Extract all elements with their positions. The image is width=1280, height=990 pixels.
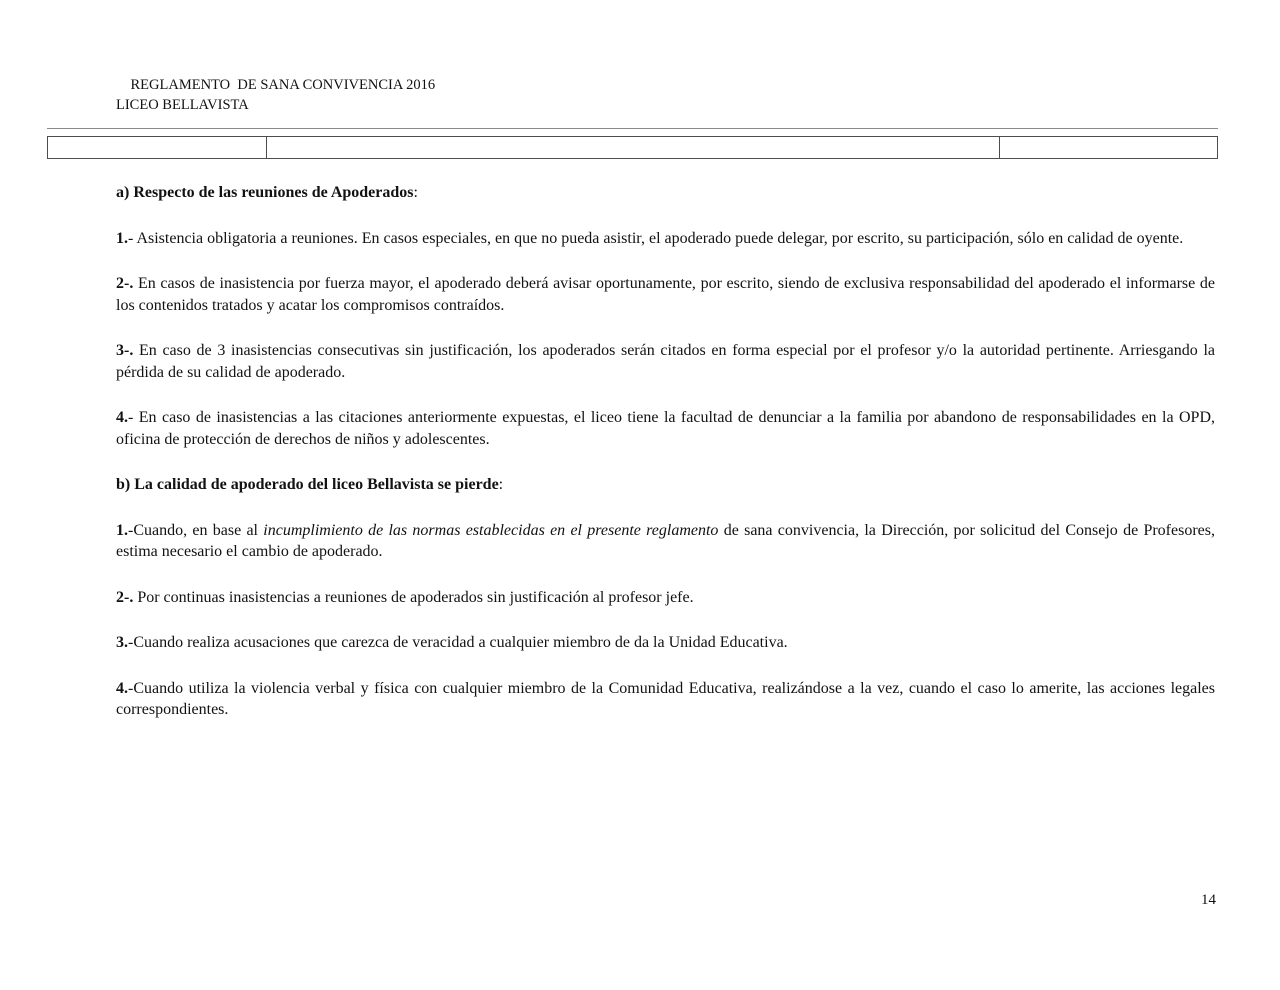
document-body: [116, 182, 1215, 745]
item-text: -Cuando realiza acusaciones que carezca de veracidad a cualquier miembro de da la Unidad Educativa.: [128, 634, 788, 651]
list-item: [116, 632, 1215, 654]
table-cell: [999, 137, 1217, 158]
item-marker: 4.: [116, 679, 128, 697]
list-item: [116, 340, 1215, 383]
list-item: [116, 587, 1215, 609]
item-text: En caso de 3 inasistencias consecutivas sin justificación, los apoderados serán citados en forma especial por el profesor y/o la autoridad pertinente. Arriesgando la pérdida de su calidad de apoderado.: [116, 342, 1215, 381]
document-title: REGLAMENTO DE SANA CONVIVENCIA 2016: [130, 77, 436, 93]
page-number: 14: [1201, 892, 1216, 908]
document-subtitle: LICEO BELLAVISTA: [116, 97, 249, 113]
section-a-heading: [116, 182, 1215, 204]
section-a-heading-text: a) Respecto de las reuniones de Apoderados: [116, 184, 414, 201]
item-marker: 1.: [116, 521, 128, 539]
list-item: [116, 678, 1215, 721]
item-text: de sana convivencia, la Dirección, por solicitud del Consejo de Profesores, estima necesario el cambio de apoderado.: [116, 521, 1215, 560]
item-marker: 1.: [116, 229, 128, 247]
section-b-heading-colon: :: [498, 476, 504, 493]
item-marker: 4.: [116, 409, 128, 426]
item-marker: 2-.: [116, 275, 134, 292]
section-a-heading-colon: :: [413, 184, 418, 201]
list-item: [116, 407, 1215, 450]
section-b-heading-text: b) La calidad de apoderado del liceo Bellavista se pierde: [116, 476, 499, 493]
item-text: - Asistencia obligatoria a reuniones. En casos especiales, en que no pueda asistir, el apoderado puede delegar, por escrito, su participación, sólo en calidad de oyente.: [128, 229, 1184, 247]
table-cell: [48, 137, 266, 158]
list-item: [116, 273, 1215, 316]
list-item: [116, 228, 1215, 250]
item-text: Por continuas inasistencias a reuniones de apoderados sin justificación al profesor jefe.: [133, 588, 694, 606]
table-cell: [266, 137, 999, 158]
document-header: [116, 58, 435, 130]
item-marker: 3-.: [116, 342, 134, 359]
item-marker: 3.: [116, 634, 128, 651]
horizontal-rule: [47, 128, 1218, 129]
item-text: En casos de inasistencia por fuerza mayor, el apoderado deberá avisar oportunamente, por escrito, siendo de exclusiva responsabilidad del apoderado el informarse de los contenidos tratados y acatar los compromisos contraídos.: [116, 275, 1215, 314]
empty-header-table: [47, 136, 1218, 159]
list-item: [116, 520, 1215, 563]
item-marker: 2-.: [116, 588, 134, 606]
section-b-heading: [116, 474, 1215, 496]
item-italic-text: incumplimiento de las normas establecidas en el presente reglamento: [263, 521, 719, 539]
item-text: -Cuando utiliza la violencia verbal y física con cualquier miembro de la Comunidad Educativa, realizándose a la vez, cuando el caso lo amerite, las acciones legales correspondientes.: [116, 679, 1215, 718]
item-text: -Cuando, en base al: [128, 521, 264, 539]
item-text: - En caso de inasistencias a las citaciones anteriormente expuestas, el liceo tiene la facultad de denunciar a la familia por abandono de responsabilidades en la OPD, oficina de protección de derechos de niños y adolescentes.: [116, 409, 1215, 448]
